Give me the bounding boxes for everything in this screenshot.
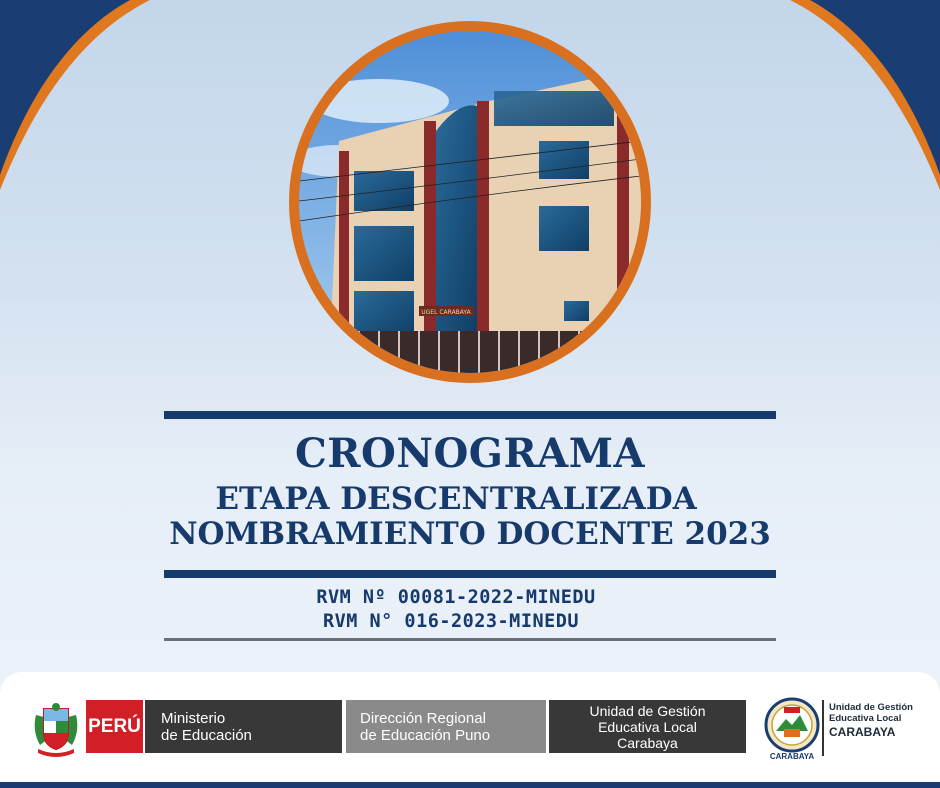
regional-directorate-label: [346, 700, 546, 753]
ugel-label: [549, 700, 746, 753]
building-photo: [299, 31, 641, 373]
peru-label: PERÚ: [86, 700, 143, 753]
regional-line-2: de Educación Puno: [360, 726, 491, 744]
ministry-line-1: Ministerio: [161, 709, 226, 727]
left-corner-decoration: [0, 0, 240, 200]
building-photo-frame: [289, 21, 651, 383]
peru-coat-of-arms-icon: [30, 701, 82, 757]
ugel-line-2: Educativa Local: [598, 718, 697, 735]
ugel-divider: [822, 700, 824, 756]
top-rule: [164, 411, 776, 419]
ministry-label: [145, 700, 342, 753]
ministry-line-2: de Educación: [161, 726, 252, 744]
ugel-wordmark-line-3: CARABAYA: [829, 725, 896, 739]
bottom-rule: [164, 638, 776, 641]
ugel-wordmark: [829, 702, 913, 740]
ugel-logo-caption: CARABAYA: [769, 752, 815, 761]
ugel-wordmark-line-2: Educativa Local: [829, 713, 902, 724]
regional-line-1: Dirección Regional: [360, 709, 486, 727]
reference-rvm-2: RVM N° 016-2023-MINEDU: [322, 611, 580, 632]
ugel-wordmark-line-1: Unidad de Gestión: [829, 702, 913, 713]
ugel-line-3: Carabaya: [617, 734, 678, 751]
middle-rule: [164, 570, 776, 578]
right-corner-decoration: [700, 0, 940, 200]
footer-accent-line: [0, 782, 940, 788]
subtitle-appointment: NOMBRAMIENTO DOCENTE 2023: [169, 516, 771, 552]
reference-rvm-1: RVM Nº 00081-2022-MINEDU: [316, 587, 596, 608]
subtitle-stage: ETAPA DESCENTRALIZADA: [215, 481, 697, 517]
page-title: CRONOGRAMA: [294, 430, 646, 477]
ugel-carabaya-logo-icon: [764, 697, 820, 757]
ugel-line-1: Unidad de Gestión: [589, 702, 706, 719]
building-sign-text: UGEL CARABAYA: [421, 309, 471, 316]
